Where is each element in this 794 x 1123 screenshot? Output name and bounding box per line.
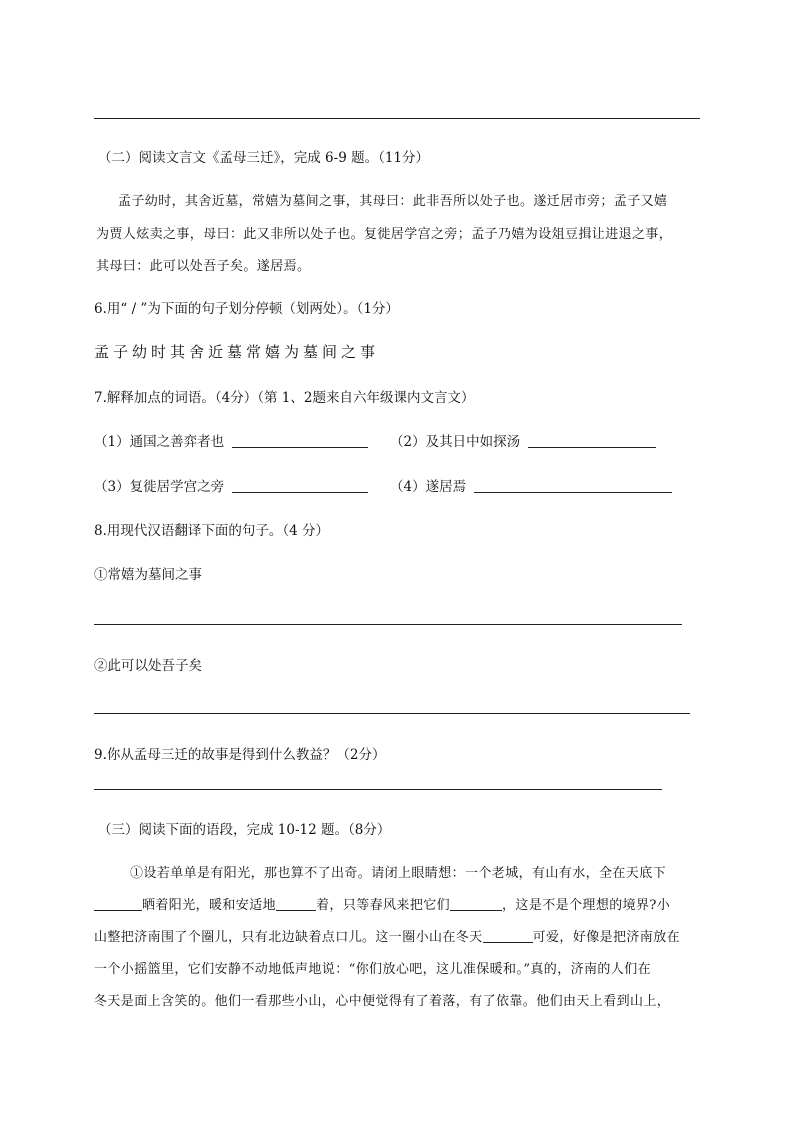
q7-prompt: 7.解释加点的词语。（4分）（第 1、2题来自六年级课内文言文） xyxy=(94,390,475,406)
q7-answer-blank-2[interactable] xyxy=(528,433,656,448)
q9-prompt: 9.你从孟母三迁的故事是得到什么教益？（2分） xyxy=(94,747,386,763)
blank-d[interactable] xyxy=(483,928,533,943)
section2-heading: （二）阅读文言文《孟母三迁》，完成 6-9 题。（11分） xyxy=(98,150,429,166)
q6-sentence: 孟子幼时其舍近墓常嬉为墓间之事 xyxy=(94,343,380,361)
q7-answer-blank-1[interactable] xyxy=(232,433,368,448)
top-rule xyxy=(94,118,700,119)
q6-prompt: 6.用“ / ”为下面的句子划分停顿（划两处）。（1分） xyxy=(94,301,399,317)
section3-line-5: 冬天是面上含笑的。他们一看那些小山，心中便觉得有了着落，有了依靠。他们由天上看到山上， xyxy=(94,994,671,1009)
section3-heading: （三）阅读下面的语段，完成 10-12 题。（8分） xyxy=(98,822,391,838)
blank-b[interactable] xyxy=(276,896,316,911)
section3-line-2 xyxy=(94,894,670,913)
section3-line-3-part-b: 可爱，好像是把济南放在 xyxy=(532,930,681,945)
q7-item-4 xyxy=(390,475,672,495)
section3-line-4: 一个小摇篮里，它们安静不动地低声地说：“你们放心吧，这儿准保暖和。”真的，济南的人们在 xyxy=(94,962,651,977)
section3-line-2-part-a: 晒着阳光，暖和安适地 xyxy=(142,898,277,913)
passage-line-1: 孟子幼时，其舍近墓，常嬉为墓间之事，其母曰：此非吾所以处子也。遂迁居市旁；孟子又嬉 xyxy=(118,194,668,209)
q9-answer-line[interactable] xyxy=(94,789,662,790)
q7-item-2-label: （2）及其日中如探汤 xyxy=(390,434,521,450)
q8-answer-line-1[interactable] xyxy=(94,624,682,625)
section3-line-2-part-c: ，这是不是个理想的境界?小 xyxy=(502,898,671,913)
blank-c[interactable] xyxy=(450,896,502,911)
q7-item-1 xyxy=(94,430,368,450)
q7-item-4-label: （4）遂居焉 xyxy=(390,479,467,495)
q8-item-2: ②此可以处吾子矣 xyxy=(94,658,202,674)
q7-item-2 xyxy=(390,430,656,450)
q7-item-3-label: （3）复徙居学宫之旁 xyxy=(94,479,225,495)
q7-item-3 xyxy=(94,475,368,495)
q7-item-1-label: （1）通国之善弈者也 xyxy=(94,434,225,450)
q7-answer-blank-4[interactable] xyxy=(474,478,672,493)
section3-line-3 xyxy=(94,926,680,945)
q8-answer-line-2[interactable] xyxy=(94,713,690,714)
section3-line-3-part-a: 山整把济南围了个圈儿，只有北边缺着点口儿。这一圈小山在冬天 xyxy=(94,930,483,945)
section3-line-1: ①设若单单是有阳光，那也算不了出奇。请闭上眼睛想：一个老城，有山有水，全在天底下 xyxy=(130,866,667,881)
passage-line-3: 其母曰：此可以处吾子矣。遂居焉。 xyxy=(96,259,311,274)
section3-line-2-part-b: 着，只等春风来把它们 xyxy=(316,898,451,913)
q8-item-1: ①常嬉为墓间之事 xyxy=(94,567,202,583)
q8-prompt: 8.用现代汉语翻译下面的句子。（4 分） xyxy=(94,523,330,539)
passage-line-2: 为贾人炫卖之事，母曰：此又非所以处子也。复徙居学宫之旁；孟子乃嬉为设俎豆揖让进退之事， xyxy=(96,227,673,242)
blank-a[interactable] xyxy=(94,896,142,911)
q7-answer-blank-3[interactable] xyxy=(232,478,368,493)
